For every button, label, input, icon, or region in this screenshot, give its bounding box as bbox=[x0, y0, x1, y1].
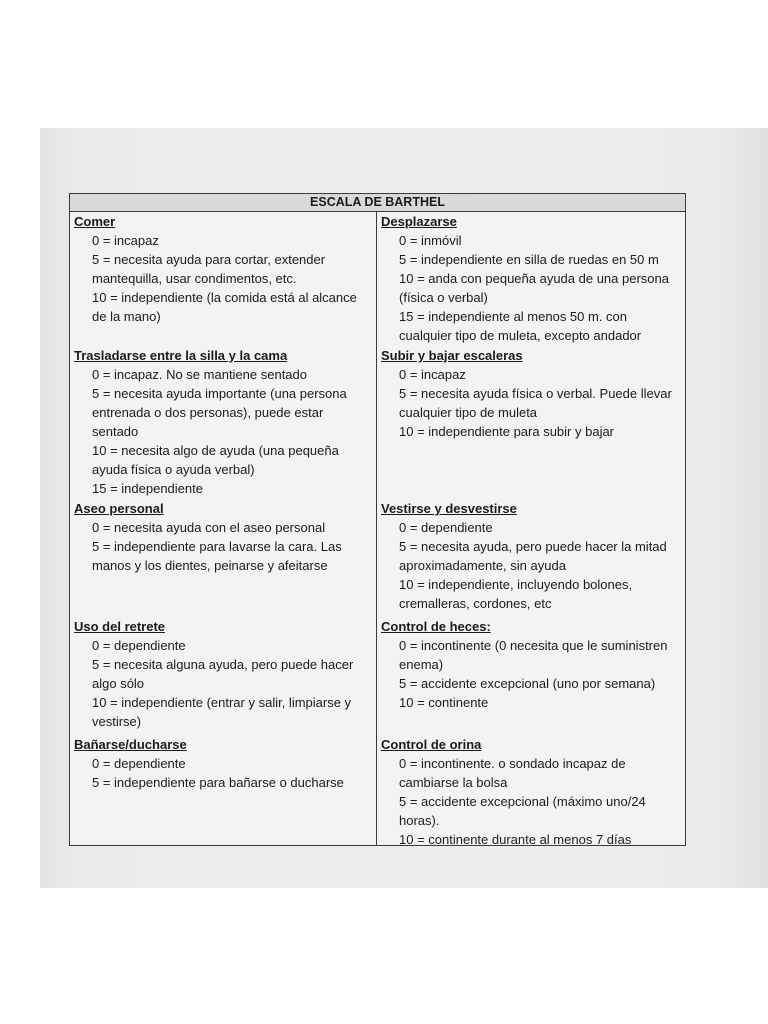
section-heading: Uso del retrete bbox=[74, 619, 166, 634]
score-item: 5 = necesita alguna ayuda, pero puede hacer algo sólo bbox=[92, 657, 354, 691]
section-heading: Bañarse/ducharse bbox=[74, 737, 187, 752]
section-heading: Desplazarse bbox=[381, 214, 457, 229]
score-item: 0 = inmóvil bbox=[399, 233, 462, 248]
score-item: 15 = independiente al menos 50 m. con cualquier tipo de muleta, excepto andador bbox=[399, 309, 642, 343]
section-banarse bbox=[74, 735, 372, 792]
section-heading: Comer bbox=[74, 214, 116, 229]
table-title: ESCALA DE BARTHEL bbox=[70, 194, 685, 212]
score-item: 10 = continente durante al menos 7 días bbox=[399, 832, 632, 847]
section-vestirse bbox=[381, 499, 683, 613]
score-item: 0 = incapaz bbox=[92, 233, 159, 248]
score-item: 10 = anda con pequeña ayuda de una persona (física o verbal) bbox=[399, 271, 669, 305]
score-item: 0 = necesita ayuda con el aseo personal bbox=[92, 520, 326, 535]
score-item: 5 = necesita ayuda para cortar, extender mantequilla, usar condimentos, etc. bbox=[92, 252, 326, 286]
score-item: 5 = necesita ayuda importante (una persona entrenada o dos personas), puede estar sentado bbox=[92, 386, 347, 439]
section-desplazarse bbox=[381, 212, 683, 345]
barthel-scale-table bbox=[69, 193, 686, 846]
score-item: 5 = accidente excepcional (uno por semana) bbox=[399, 676, 656, 691]
score-item: 10 = independiente (la comida está al alcance de la mano) bbox=[92, 290, 357, 324]
score-item: 0 = dependiente bbox=[92, 756, 186, 771]
score-item: 5 = independiente en silla de ruedas en 50 m bbox=[399, 252, 659, 267]
section-control-heces bbox=[381, 617, 683, 712]
score-item: 5 = necesita ayuda física o verbal. Puede llevar cualquier tipo de muleta bbox=[399, 386, 672, 420]
score-item: 0 = incontinente. o sondado incapaz de cambiarse la bolsa bbox=[399, 756, 626, 790]
score-item: 15 = independiente bbox=[92, 481, 203, 496]
section-heading: Trasladarse entre la silla y la cama bbox=[74, 348, 288, 363]
score-item: 10 = continente bbox=[399, 695, 489, 710]
section-comer bbox=[74, 212, 372, 326]
section-trasladarse bbox=[74, 346, 372, 498]
score-item: 0 = incontinente (0 necesita que le suministren enema) bbox=[399, 638, 668, 672]
score-item: 0 = dependiente bbox=[399, 520, 493, 535]
score-item: 5 = accidente excepcional (máximo uno/24 horas). bbox=[399, 794, 646, 828]
section-heading: Vestirse y desvestirse bbox=[381, 501, 517, 516]
score-item: 10 = necesita algo de ayuda (una pequeña ayuda física o ayuda verbal) bbox=[92, 443, 339, 477]
section-heading: Control de heces: bbox=[381, 619, 491, 634]
score-item: 10 = independiente (entrar y salir, limpiarse y vestirse) bbox=[92, 695, 352, 729]
column-divider bbox=[376, 211, 377, 845]
section-heading: Subir y bajar escaleras bbox=[381, 348, 523, 363]
score-item: 0 = incapaz bbox=[399, 367, 466, 382]
score-item: 5 = independiente para bañarse o ducharse bbox=[92, 775, 344, 790]
section-heading: Control de orina bbox=[381, 737, 482, 752]
section-uso-retrete bbox=[74, 617, 372, 731]
score-item: 10 = independiente, incluyendo bolones, cremalleras, cordones, etc bbox=[399, 577, 633, 611]
section-aseo-personal bbox=[74, 499, 372, 575]
score-item: 0 = incapaz. No se mantiene sentado bbox=[92, 367, 308, 382]
score-item: 10 = independiente para subir y bajar bbox=[399, 424, 615, 439]
score-item: 5 = independiente para lavarse la cara. Las manos y los dientes, peinarse y afeitarse bbox=[92, 539, 342, 573]
section-control-orina bbox=[381, 735, 683, 849]
section-heading: Aseo personal bbox=[74, 501, 164, 516]
section-escaleras bbox=[381, 346, 683, 441]
score-item: 5 = necesita ayuda, pero puede hacer la mitad aproximadamente, sin ayuda bbox=[399, 539, 667, 573]
score-item: 0 = dependiente bbox=[92, 638, 186, 653]
